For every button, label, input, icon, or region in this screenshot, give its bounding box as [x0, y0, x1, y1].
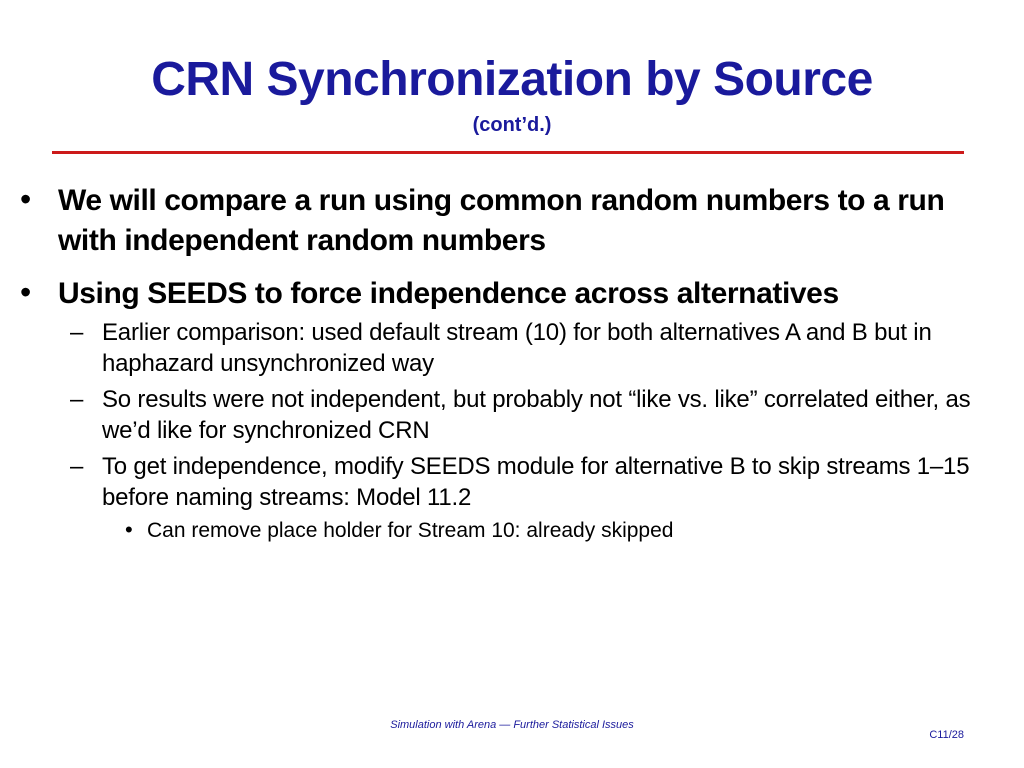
sub-sub-bullet-2-3-1-text: Can remove place holder for Stream 10: already skipped: [147, 519, 674, 542]
bullet-1-text: We will compare a run using common random numbers to a run with independent random numbers: [58, 184, 945, 257]
bullet-2-marker: •: [20, 274, 31, 310]
sub-bullet-2-2-marker: –: [70, 386, 84, 413]
sub-bullet-2-3: [70, 451, 982, 513]
slide-subtitle: (cont’d.): [472, 114, 552, 136]
footer-course-title: Simulation with Arena — Further Statistical Issues: [390, 719, 634, 731]
slide-title: CRN Synchronization by Source: [151, 53, 873, 106]
sub-sub-bullet-2-3-1: [125, 517, 967, 545]
bullet-2: [20, 274, 1008, 314]
bullet-2-text: Using SEEDS to force independence across alternatives: [58, 277, 839, 310]
bullet-1-marker: •: [20, 181, 31, 217]
sub-bullet-2-2-text: So results were not independent, but probably not “like vs. like” correlated either, as we’d like for synchronized CRN: [102, 386, 971, 444]
sub-bullet-2-1-marker: –: [70, 319, 84, 346]
sub-bullet-2-3-marker: –: [70, 453, 84, 480]
footer-slide-number: C11/28: [929, 729, 964, 741]
sub-bullet-2-2: [70, 384, 982, 446]
sub-bullet-2-3-text: To get independence, modify SEEDS module for alternative B to skip streams 1–15 before naming streams: Model 11.2: [102, 453, 970, 511]
bullet-1: [20, 181, 1008, 261]
sub-bullet-2-1-text: Earlier comparison: used default stream (10) for both alternatives A and B but in haphazard unsynchronized way: [102, 319, 932, 377]
sub-sub-bullet-2-3-1-marker: •: [125, 517, 133, 542]
sub-bullet-2-1: [70, 317, 982, 379]
